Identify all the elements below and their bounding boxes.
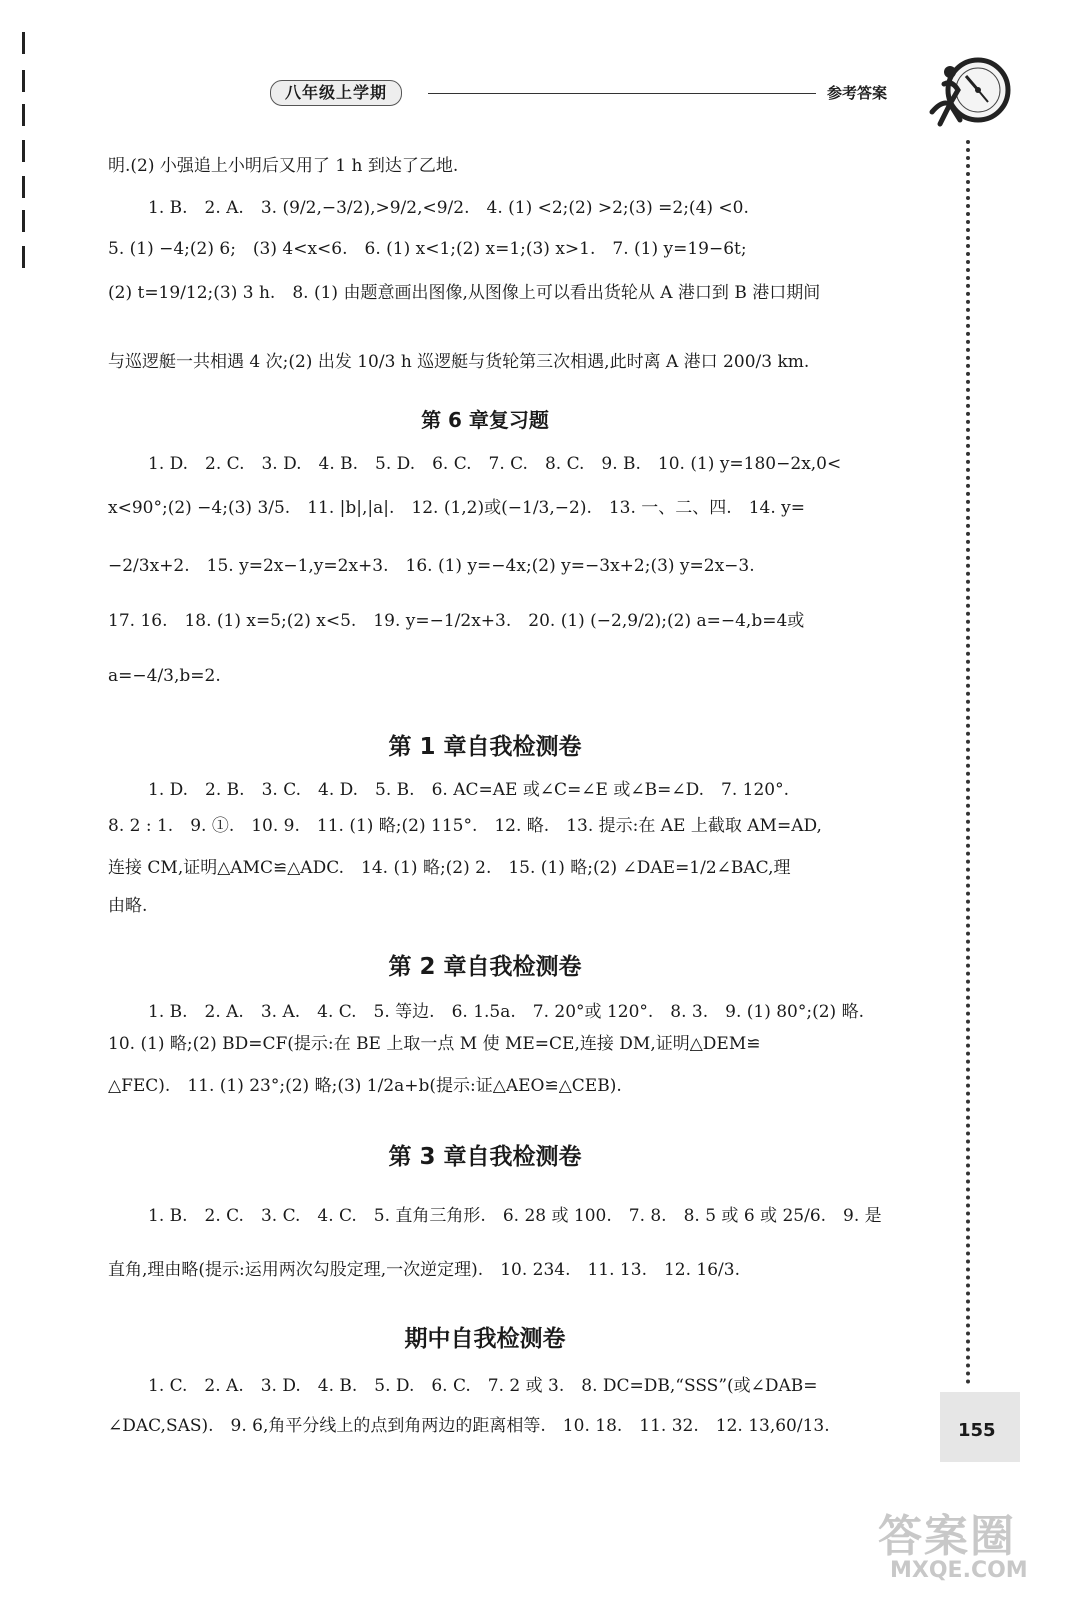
answer-line: 明.(2) 小强追上小明后又用了 1 h 到达了乙地.	[108, 156, 459, 176]
answer-line: (2) t=19/12;(3) 3 h. 8. (1) 由题意画出图像,从图像上可以看出货轮从 A 港口到 B 港口期间	[108, 283, 821, 303]
runner-clock-logo-icon	[920, 50, 1020, 140]
answer-line: 由略.	[108, 896, 148, 916]
binding-mark	[22, 70, 25, 92]
section-title: 期中自我检测卷	[404, 1326, 566, 1352]
answer-line: 17. 16. 18. (1) x=5;(2) x<5. 19. y=−1/2x+3. 20. (1) (−2,9/2);(2) a=−4,b=4或	[108, 611, 805, 631]
header-rule	[428, 93, 816, 94]
section-title: 第 2 章自我检测卷	[388, 954, 582, 980]
answer-line: △FEC). 11. (1) 23°;(2) 略;(3) 1/2a+b(提示:证△AEO≌△CEB).	[108, 1076, 622, 1096]
page-header	[270, 74, 970, 114]
answer-line: ∠DAC,SAS). 9. 6,角平分线上的点到角两边的距离相等. 10. 18. 11. 32. 12. 13,60/13.	[108, 1416, 830, 1436]
dotted-margin	[966, 140, 970, 1385]
section-title: 第 3 章自我检测卷	[388, 1144, 582, 1170]
page-number: 155	[958, 1420, 996, 1441]
binding-mark	[22, 140, 25, 162]
watermark-text: 答案圈	[878, 1511, 1016, 1562]
section-title: 第 6 章复习题	[421, 408, 549, 432]
answer-line: 1. B. 2. C. 3. C. 4. C. 5. 直角三角形. 6. 28 或 100. 7. 8. 8. 5 或 6 或 25/6. 9. 是	[148, 1206, 882, 1226]
answer-key-label: 参考答案	[827, 84, 888, 102]
binding-mark	[22, 246, 25, 268]
answer-line: 1. C. 2. A. 3. D. 4. B. 5. D. 6. C. 7. 2 或 3. 8. DC=DB,“SSS”(或∠DAB=	[148, 1376, 818, 1396]
binding-mark	[22, 32, 25, 54]
answer-line: a=−4/3,b=2.	[108, 666, 221, 686]
binding-mark	[22, 210, 25, 232]
answer-line: 连接 CM,证明△AMC≌△ADC. 14. (1) 略;(2) 2. 15. (1) 略;(2) ∠DAE=1/2∠BAC,理	[108, 858, 791, 878]
binding-mark	[22, 176, 25, 198]
answer-line: 1. D. 2. B. 3. C. 4. D. 5. B. 6. AC=AE 或∠C=∠E 或∠B=∠D. 7. 120°.	[148, 780, 789, 800]
section-title: 第 1 章自我检测卷	[388, 734, 582, 760]
grade-label: 八年级上学期	[270, 80, 402, 106]
binding-mark	[22, 104, 25, 126]
answer-line: 8. 2 : 1. 9. ①. 10. 9. 11. (1) 略;(2) 115°. 12. 略. 13. 提示:在 AE 上截取 AM=AD,	[108, 816, 822, 836]
answer-line: −2/3x+2. 15. y=2x−1,y=2x+3. 16. (1) y=−4x;(2) y=−3x+2;(3) y=2x−3.	[108, 556, 755, 576]
answer-line: x<90°;(2) −4;(3) 3/5. 11. |b|,|a|. 12. (1,2)或(−1/3,−2). 13. 一、二、四. 14. y=	[108, 498, 805, 518]
answer-line: 直角,理由略(提示:运用两次勾股定理,一次逆定理). 10. 234. 11. 13. 12. 16/3.	[108, 1260, 740, 1280]
answer-line: 1. B. 2. A. 3. A. 4. C. 5. 等边. 6. 1.5a. 7. 20°或 120°. 8. 3. 9. (1) 80°;(2) 略.	[148, 1002, 864, 1022]
answer-line: 10. (1) 略;(2) BD=CF(提示:在 BE 上取一点 M 使 ME=CE,连接 DM,证明△DEM≌	[108, 1034, 761, 1054]
answer-line: 1. D. 2. C. 3. D. 4. B. 5. D. 6. C. 7. C. 8. C. 9. B. 10. (1) y=180−2x,0<	[148, 454, 842, 474]
watermark-url: MXQE.COM	[890, 1558, 1028, 1583]
answer-line: 1. B. 2. A. 3. (9/2,−3/2),>9/2,<9/2. 4. (1) <2;(2) >2;(3) =2;(4) <0.	[148, 198, 749, 218]
answer-line: 与巡逻艇一共相遇 4 次;(2) 出发 10/3 h 巡逻艇与货轮第三次相遇,此时离 A 港口 200/3 km.	[108, 352, 810, 372]
watermark	[870, 1500, 1070, 1590]
answer-line: 5. (1) −4;(2) 6; (3) 4<x<6. 6. (1) x<1;(2) x=1;(3) x>1. 7. (1) y=19−6t;	[108, 239, 747, 259]
